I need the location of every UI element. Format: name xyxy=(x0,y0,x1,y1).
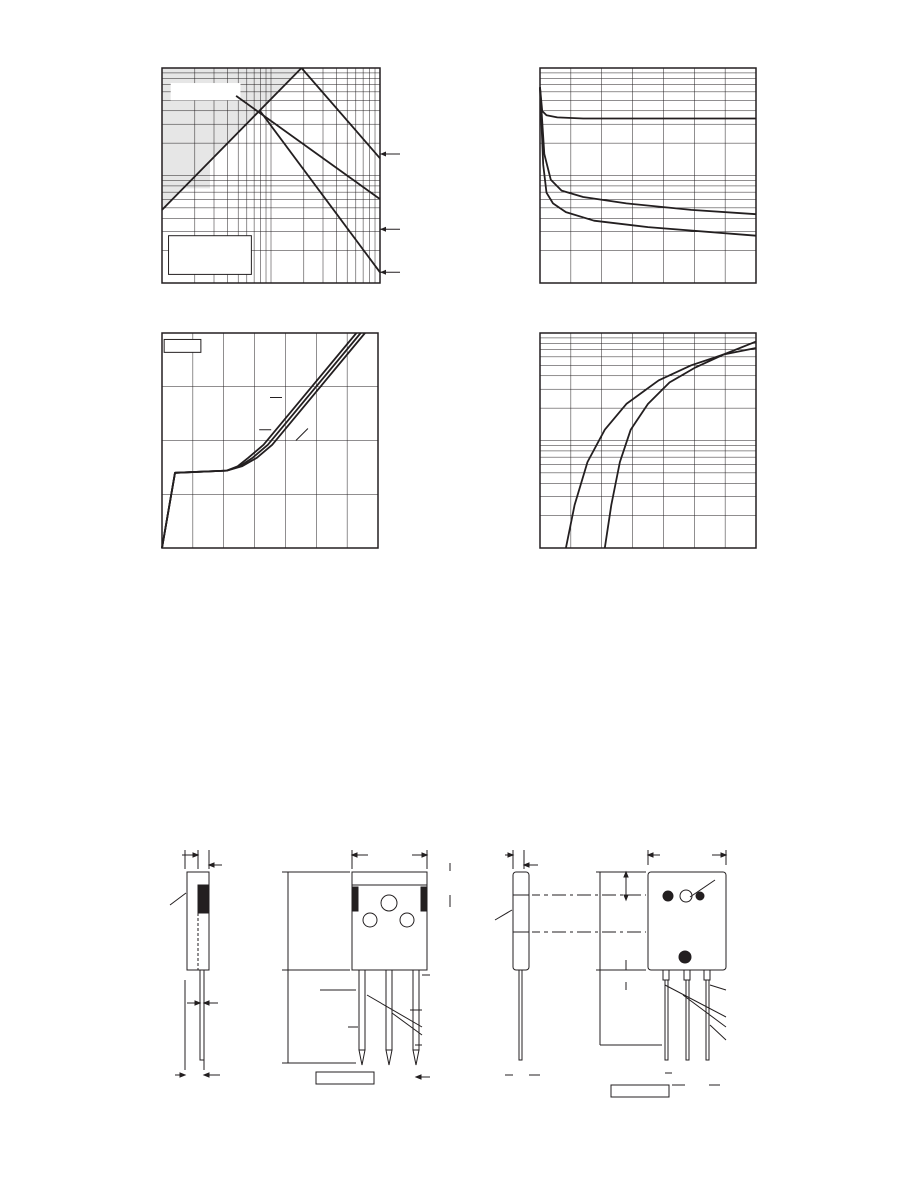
series-4-line xyxy=(260,111,380,272)
chart-2 xyxy=(530,60,770,300)
series-2-line xyxy=(605,342,756,548)
callout-arrowhead xyxy=(380,227,386,232)
series-2-line xyxy=(540,87,756,214)
label-box xyxy=(171,83,241,100)
package-b-side-view xyxy=(495,850,548,1075)
callout-arrowhead xyxy=(380,152,386,157)
chart-4 xyxy=(530,325,770,565)
package-a-front-view xyxy=(282,850,450,1084)
chart-1-svg xyxy=(120,60,420,300)
chart-1 xyxy=(120,60,420,300)
chart-3-svg xyxy=(120,325,420,565)
series-2-line xyxy=(236,96,380,199)
callout-arrowhead xyxy=(380,270,386,275)
chart-2-svg xyxy=(530,60,770,300)
series-3-line xyxy=(302,68,381,158)
legend-box xyxy=(164,339,201,352)
package-a-side-view xyxy=(170,850,222,1077)
series-1-line xyxy=(566,348,756,548)
grid xyxy=(540,68,756,283)
chart-4-svg xyxy=(530,325,770,565)
grid xyxy=(162,333,378,548)
package-b-front-view xyxy=(552,850,726,1097)
legend-box xyxy=(169,236,252,275)
chart-3 xyxy=(120,325,420,565)
callout-line xyxy=(296,429,308,441)
series-3-line xyxy=(540,87,756,235)
package-drawings xyxy=(160,835,760,1110)
package-outline-svg xyxy=(160,835,760,1110)
